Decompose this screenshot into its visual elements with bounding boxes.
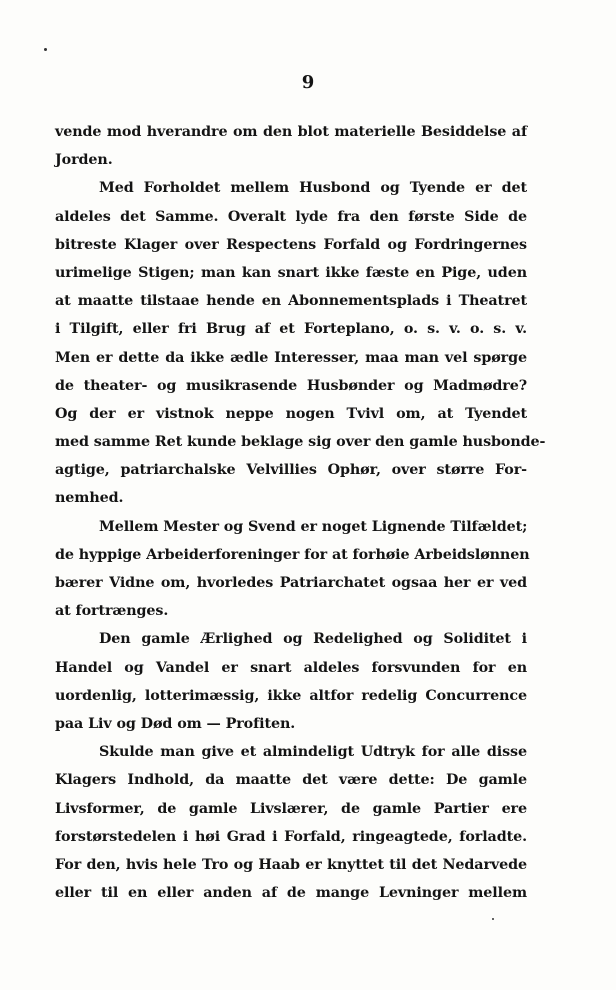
text-line: vende mod hverandre om den blot materielle Besiddelse af	[55, 124, 527, 140]
text-line: Livsformer, de gamle Livslærer, de gamle Partier ere	[55, 800, 527, 817]
text-line: Men er dette da ikke ædle Interesser, maa man vel spørge	[55, 349, 527, 366]
text-line: nemhed.	[55, 490, 124, 507]
text-line: Skulde man give et almindeligt Udtryk for alle disse	[99, 744, 527, 761]
page-number: 9	[301, 72, 315, 93]
text-line: bitreste Klager over Respectens Forfald og Fordringernes	[55, 236, 527, 253]
text-line: Og der er vistnok neppe nogen Tvivl om, at Tyendet	[55, 405, 527, 422]
text-line: eller til en eller anden af de mange Levninger mellem	[55, 885, 527, 902]
text-line: de theater- og musikrasende Husbønder og Madmødre?	[55, 377, 527, 394]
text-line: agtige, patriarchalske Velvillies Ophør, over større For-	[55, 462, 527, 479]
text-line: de hyppige Arbeiderforeninger for at forhøie Arbeidslønnen	[55, 546, 530, 563]
text-line: For den, hvis hele Tro og Haab er knyttet til det Nedarvede	[55, 856, 527, 873]
text-line: at maatte tilstaae hende en Abonnementsplads i Theatret	[55, 293, 527, 310]
text-line: uordenlig, lotterimæssig, ikke altfor redelig Concurrence	[55, 687, 527, 704]
text-line: Mellem Mester og Svend er noget Lignende Tilfældet;	[99, 518, 528, 535]
print-speck	[44, 48, 47, 51]
print-speck	[492, 918, 494, 920]
text-line: paa Liv og Død om — Profiten.	[55, 715, 296, 732]
text-line: bærer Vidne om, hvorledes Patriarchatet ogsaa her er ved	[55, 575, 527, 591]
text-line: i Tilgift, eller fri Brug af et Forteplano, o. s. v. o. s. v.	[55, 321, 527, 338]
text-line: forstørstedelen i høi Grad i Forfald, ringeagtede, forladte.	[55, 828, 527, 845]
text-line: med samme Ret kunde beklage sig over den gamle husbonde-	[55, 434, 546, 451]
text-line: Den gamle Ærlighed og Redelighed og Soliditet i	[99, 631, 527, 648]
text-line: Handel og Vandel er snart aldeles forsvunden for en	[55, 659, 527, 676]
text-line: Jorden.	[55, 152, 113, 169]
text-line: Med Forholdet mellem Husbond og Tyende er det	[99, 180, 527, 197]
text-line: at fortrænges.	[55, 603, 169, 620]
text-line: urimelige Stigen; man kan snart ikke fæste en Pige, uden	[55, 264, 527, 281]
text-line: aldeles det Samme. Overalt lyde fra den første Side de	[55, 208, 527, 225]
body-text	[55, 118, 546, 907]
text-line: Klagers Indhold, da maatte det være dette: De gamle	[55, 772, 527, 789]
